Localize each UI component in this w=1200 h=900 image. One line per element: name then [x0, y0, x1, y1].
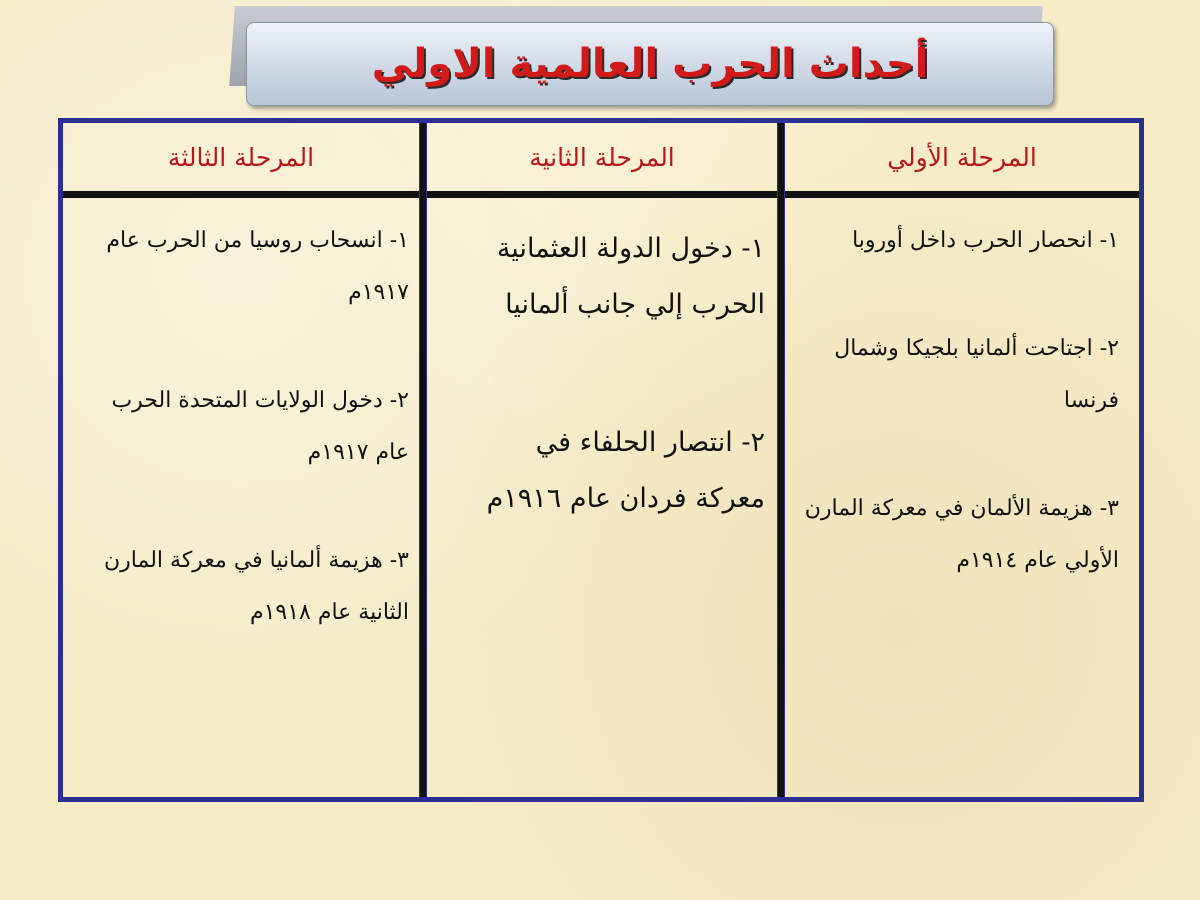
- column-divider-left: [419, 123, 427, 797]
- header-divider: [63, 191, 1139, 198]
- list-item: ٣- هزيمة ألمانيا في معركة المارن الثانية عام ١٩١٨م: [104, 548, 409, 625]
- column-phase-one: [803, 215, 1119, 643]
- header-phase-three: المرحلة الثالثة: [167, 142, 315, 172]
- page-title: أحداث الحرب العالمية الاولي: [371, 41, 929, 87]
- banner-face: [246, 22, 1054, 106]
- column-phase-two: [483, 221, 765, 527]
- list-item: ١- دخول الدولة العثمانية الحرب إلي جانب ألمانيا: [496, 233, 765, 320]
- list-item: ١- انحصار الحرب داخل أوروبا: [852, 228, 1119, 253]
- list-item: ٢- انتصار الحلفاء في معركة فردان عام ١٩١٦م: [486, 427, 765, 514]
- title-banner: [232, 6, 1054, 102]
- phases-table: [58, 118, 1144, 802]
- list-item: ٣- هزيمة الألمان في معركة المارن الأولي عام ١٩١٤م: [804, 496, 1119, 573]
- header-phase-two: المرحلة الثانية: [529, 142, 675, 172]
- list-item: ١- انسحاب روسيا من الحرب عام ١٩١٧م: [106, 228, 409, 305]
- column-phase-three: [73, 215, 409, 695]
- header-phase-one: المرحلة الأولي: [887, 142, 1037, 172]
- column-divider-right: [777, 123, 785, 797]
- list-item: ٢- دخول الولايات المتحدة الحرب عام ١٩١٧م: [111, 388, 409, 465]
- list-item: ٢- اجتاحت ألمانيا بلجيكا وشمال فرنسا: [834, 336, 1119, 413]
